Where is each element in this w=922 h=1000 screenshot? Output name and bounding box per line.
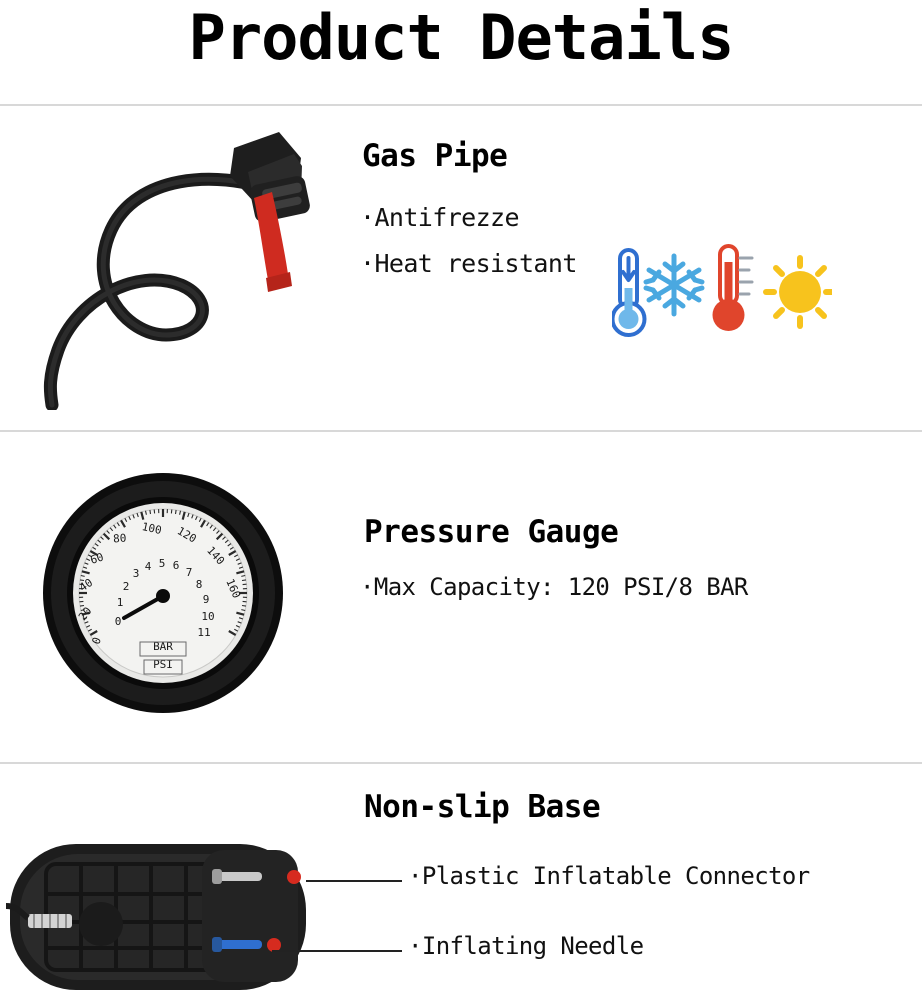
svg-text:0: 0 xyxy=(89,635,104,647)
pressure-gauge-heading: Pressure Gauge xyxy=(364,514,619,550)
svg-text:7: 7 xyxy=(185,566,193,579)
svg-text:140: 140 xyxy=(204,543,228,568)
page-title: Product Details xyxy=(188,1,734,74)
gas-pipe-bullet-2: ·Heat resistant xyxy=(360,249,577,278)
gas-pipe-bullet-1: ·Antifrezze xyxy=(360,203,519,232)
svg-text:60: 60 xyxy=(88,550,106,567)
callout-label-connector: ·Plastic Inflatable Connector xyxy=(408,862,810,890)
svg-text:80: 80 xyxy=(112,531,127,546)
svg-text:20: 20 xyxy=(76,604,95,624)
svg-text:120: 120 xyxy=(174,524,199,546)
callout-line-needle xyxy=(272,950,402,952)
callout-line-connector xyxy=(306,880,402,882)
svg-text:5: 5 xyxy=(158,557,166,570)
svg-text:160: 160 xyxy=(223,576,244,601)
svg-text:6: 6 xyxy=(172,559,180,572)
callout-label-needle: ·Inflating Needle xyxy=(408,932,644,960)
section-divider xyxy=(0,762,922,764)
svg-text:9: 9 xyxy=(202,593,210,606)
gas-pipe-heading: Gas Pipe xyxy=(362,138,508,174)
pressure-gauge-bullet-1: ·Max Capacity: 120 PSI/8 BAR xyxy=(360,573,748,601)
svg-text:3: 3 xyxy=(132,567,140,580)
sun-icon xyxy=(766,258,832,326)
hot-thermometer-icon xyxy=(713,246,753,331)
non-slip-base-illustration xyxy=(6,836,426,996)
svg-text:8: 8 xyxy=(195,578,203,591)
svg-text:4: 4 xyxy=(144,560,152,573)
svg-text:BAR: BAR xyxy=(153,640,173,653)
gas-pipe-illustration xyxy=(16,120,336,410)
svg-text:100: 100 xyxy=(140,520,163,538)
valve-chuck-icon xyxy=(230,132,311,292)
temperature-icons xyxy=(612,244,832,349)
cold-thermometer-icon xyxy=(613,250,645,335)
svg-text:0: 0 xyxy=(114,615,122,628)
pressure-gauge-illustration xyxy=(40,470,286,716)
snowflake-icon xyxy=(646,256,702,314)
svg-text:10: 10 xyxy=(201,610,215,623)
svg-text:40: 40 xyxy=(76,576,96,595)
svg-text:2: 2 xyxy=(122,580,130,593)
svg-text:1: 1 xyxy=(116,596,124,609)
non-slip-base-heading: Non-slip Base xyxy=(364,789,601,825)
section-divider xyxy=(0,430,922,432)
section-divider xyxy=(0,104,922,106)
svg-text:PSI: PSI xyxy=(153,658,173,671)
svg-text:11: 11 xyxy=(197,626,211,639)
